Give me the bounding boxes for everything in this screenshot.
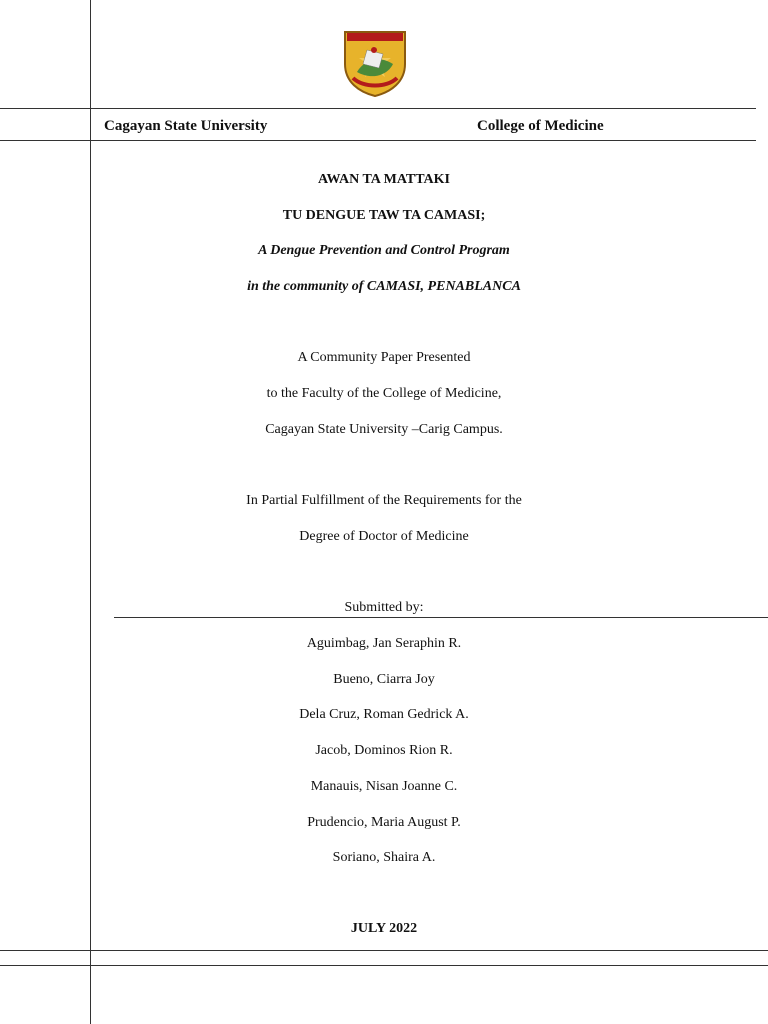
presented-line-1: A Community Paper Presented: [297, 350, 471, 365]
submitted-rule: [114, 617, 768, 618]
footer-top-rule: [0, 950, 768, 951]
author-name: Soriano, Shaira A.: [332, 850, 436, 865]
author-name: Bueno, Ciarra Joy: [333, 672, 435, 687]
presented-line-2: to the Faculty of the College of Medicine,: [266, 386, 502, 401]
title-line-1: AWAN TA MATTAKI: [318, 172, 450, 187]
fulfillment-line-1: In Partial Fulfillment of the Requirements for the: [246, 493, 522, 508]
author-name: Jacob, Dominos Rion R.: [315, 743, 453, 758]
footer-bottom-rule: [0, 965, 768, 966]
subtitle-line-2: in the community of CAMASI, PENABLANCA: [247, 279, 521, 294]
submitted-by-label: Submitted by:: [344, 600, 424, 615]
author-name: Manauis, Nisan Joanne C.: [310, 779, 458, 794]
presented-line-3: Cagayan State University –Carig Campus.: [265, 422, 503, 437]
university-name: Cagayan State University: [104, 118, 268, 134]
college-name: College of Medicine: [477, 118, 604, 134]
header-bottom-rule: [0, 140, 756, 141]
submission-date: JULY 2022: [350, 921, 418, 936]
header-top-rule: [0, 108, 756, 109]
author-name: Dela Cruz, Roman Gedrick A.: [299, 707, 469, 722]
fulfillment-line-2: Degree of Doctor of Medicine: [299, 529, 469, 544]
author-name: Prudencio, Maria August P.: [307, 815, 461, 830]
university-seal-logo: [341, 28, 409, 98]
author-name: Aguimbag, Jan Seraphin R.: [306, 636, 462, 651]
subtitle-line-1: A Dengue Prevention and Control Program: [258, 243, 510, 258]
margin-vertical-line: [90, 0, 91, 1024]
title-line-2: TU DENGUE TAW TA CAMASI;: [282, 208, 486, 223]
